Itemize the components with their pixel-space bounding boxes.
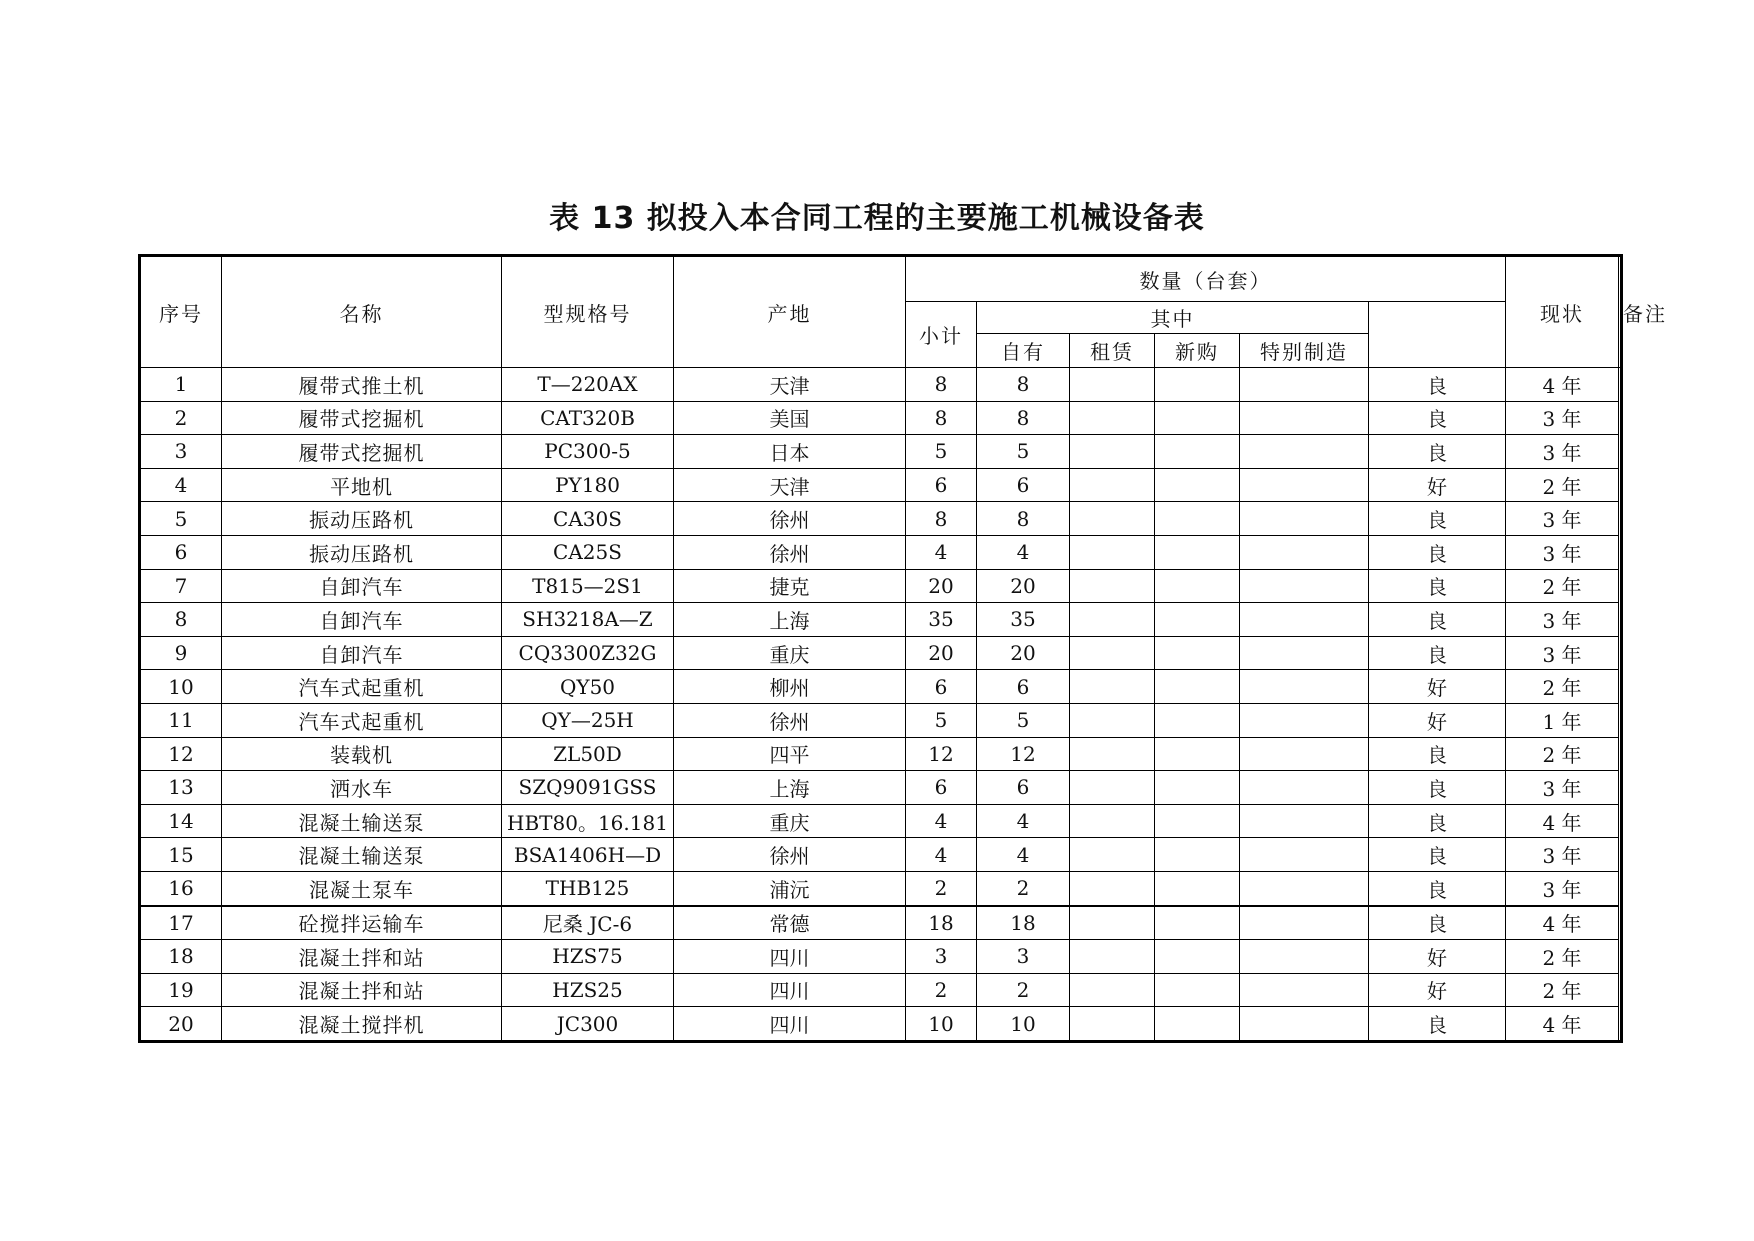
table-row [140,906,1622,940]
cell-model: ZL50D [502,737,674,771]
cell-owned: 3 [977,940,1070,974]
cell-leased [1070,368,1155,402]
table-row [140,535,1622,569]
table-body [140,368,1622,1042]
cell-index: 11 [140,703,222,737]
cell-index: 14 [140,804,222,838]
cell-name: 汽车式起重机 [222,703,502,737]
cell-origin: 徐州 [674,502,906,536]
cell-remarks: 4 年 [1506,804,1619,838]
cell-index: 19 [140,973,222,1007]
cell-owned: 6 [977,771,1070,805]
cell-origin: 重庆 [674,804,906,838]
cell-condition: 好 [1369,703,1506,737]
table-row [140,771,1622,805]
cell-origin: 四川 [674,1007,906,1042]
cell-special-made [1240,636,1369,670]
cell-subtotal: 10 [906,1007,977,1042]
cell-leased [1070,973,1155,1007]
cell-remarks: 2 年 [1506,737,1619,771]
cell-leased [1070,871,1155,905]
cell-subtotal: 6 [906,771,977,805]
cell-condition: 良 [1369,838,1506,872]
cell-owned: 8 [977,368,1070,402]
cell-leased [1070,838,1155,872]
cell-name: 混凝土泵车 [222,871,502,905]
cell-remarks: 3 年 [1506,603,1619,637]
cell-name: 平地机 [222,468,502,502]
cell-index: 9 [140,636,222,670]
cell-condition: 良 [1369,804,1506,838]
cell-condition: 良 [1369,737,1506,771]
cell-subtotal: 2 [906,871,977,905]
cell-condition: 好 [1369,670,1506,704]
cell-name: 履带式挖掘机 [222,401,502,435]
cell-name: 混凝土拌和站 [222,940,502,974]
cell-subtotal: 20 [906,569,977,603]
cell-owned: 4 [977,535,1070,569]
cell-new-purchase [1155,973,1240,1007]
cell-leased [1070,906,1155,940]
cell-owned: 4 [977,838,1070,872]
cell-condition: 好 [1369,940,1506,974]
cell-special-made [1240,502,1369,536]
cell-special-made [1240,838,1369,872]
cell-owned: 5 [977,703,1070,737]
cell-remarks: 2 年 [1506,940,1619,974]
header-of-which: 其中 [977,302,1369,334]
table-row [140,603,1622,637]
cell-special-made [1240,804,1369,838]
cell-special-made [1240,973,1369,1007]
cell-index: 8 [140,603,222,637]
table-row [140,871,1622,905]
cell-index: 1 [140,368,222,402]
cell-model: QY50 [502,670,674,704]
cell-index: 3 [140,435,222,469]
cell-special-made [1240,401,1369,435]
cell-subtotal: 8 [906,368,977,402]
cell-subtotal: 4 [906,535,977,569]
cell-condition: 良 [1369,368,1506,402]
cell-index: 12 [140,737,222,771]
cell-model: SZQ9091GSS [502,771,674,805]
cell-owned: 20 [977,569,1070,603]
cell-name: 洒水车 [222,771,502,805]
cell-new-purchase [1155,703,1240,737]
cell-leased [1070,940,1155,974]
cell-subtotal: 4 [906,838,977,872]
cell-name: 装载机 [222,737,502,771]
cell-owned: 20 [977,636,1070,670]
cell-condition: 好 [1369,973,1506,1007]
cell-subtotal: 8 [906,502,977,536]
cell-subtotal: 20 [906,636,977,670]
cell-remarks: 3 年 [1506,838,1619,872]
cell-index: 5 [140,502,222,536]
cell-remarks: 3 年 [1506,771,1619,805]
cell-model: 尼桑 JC-6 [502,906,674,940]
table-row [140,940,1622,974]
cell-condition: 良 [1369,771,1506,805]
cell-remarks: 2 年 [1506,670,1619,704]
table-row [140,636,1622,670]
cell-origin: 四川 [674,973,906,1007]
table-row [140,502,1622,536]
cell-leased [1070,1007,1155,1042]
cell-leased [1070,636,1155,670]
cell-owned: 2 [977,871,1070,905]
cell-name: 履带式挖掘机 [222,435,502,469]
cell-leased [1070,569,1155,603]
cell-remarks: 3 年 [1506,502,1619,536]
cell-new-purchase [1155,940,1240,974]
cell-leased [1070,670,1155,704]
table-header [140,256,1667,368]
cell-origin: 浦沅 [674,871,906,905]
cell-model: CQ3300Z32G [502,636,674,670]
cell-leased [1070,435,1155,469]
cell-index: 17 [140,906,222,940]
cell-origin: 徐州 [674,703,906,737]
cell-leased [1070,804,1155,838]
cell-new-purchase [1155,838,1240,872]
cell-condition: 良 [1369,603,1506,637]
cell-new-purchase [1155,435,1240,469]
cell-model: CA25S [502,535,674,569]
header-subtotal: 小计 [906,302,977,368]
cell-model: BSA1406H—D [502,838,674,872]
cell-model: THB125 [502,871,674,905]
cell-special-made [1240,871,1369,905]
cell-origin: 重庆 [674,636,906,670]
cell-origin: 四平 [674,737,906,771]
cell-leased [1070,603,1155,637]
header-condition: 现状 [1506,256,1619,368]
cell-model: HZS25 [502,973,674,1007]
cell-model: SH3218A—Z [502,603,674,637]
cell-special-made [1240,535,1369,569]
table-row [140,435,1622,469]
cell-name: 混凝土拌和站 [222,973,502,1007]
cell-subtotal: 35 [906,603,977,637]
cell-index: 15 [140,838,222,872]
cell-name: 履带式推土机 [222,368,502,402]
equipment-table [138,254,1667,1043]
cell-remarks: 3 年 [1506,401,1619,435]
cell-owned: 35 [977,603,1070,637]
cell-new-purchase [1155,1007,1240,1042]
cell-owned: 8 [977,502,1070,536]
table-row [140,670,1622,704]
cell-new-purchase [1155,502,1240,536]
cell-index: 20 [140,1007,222,1042]
cell-leased [1070,771,1155,805]
table-row [140,838,1622,872]
table-row [140,703,1622,737]
cell-origin: 上海 [674,771,906,805]
cell-owned: 4 [977,804,1070,838]
cell-name: 自卸汽车 [222,636,502,670]
cell-leased [1070,737,1155,771]
cell-condition: 良 [1369,569,1506,603]
cell-special-made [1240,906,1369,940]
cell-subtotal: 3 [906,940,977,974]
cell-origin: 上海 [674,603,906,637]
cell-subtotal: 4 [906,804,977,838]
cell-index: 6 [140,535,222,569]
cell-special-made [1240,940,1369,974]
cell-index: 16 [140,871,222,905]
cell-remarks: 4 年 [1506,906,1619,940]
cell-condition: 好 [1369,468,1506,502]
table-row [140,569,1622,603]
cell-model: CAT320B [502,401,674,435]
cell-condition: 良 [1369,871,1506,905]
cell-leased [1070,502,1155,536]
cell-condition: 良 [1369,1007,1506,1042]
cell-remarks: 3 年 [1506,871,1619,905]
cell-special-made [1240,368,1369,402]
cell-owned: 2 [977,973,1070,1007]
cell-subtotal: 12 [906,737,977,771]
cell-index: 13 [140,771,222,805]
cell-leased [1070,703,1155,737]
cell-remarks: 3 年 [1506,636,1619,670]
cell-new-purchase [1155,401,1240,435]
header-index: 序号 [140,256,222,368]
cell-name: 自卸汽车 [222,603,502,637]
cell-owned: 5 [977,435,1070,469]
cell-new-purchase [1155,636,1240,670]
cell-leased [1070,468,1155,502]
cell-remarks: 4 年 [1506,1007,1619,1042]
cell-new-purchase [1155,737,1240,771]
table-row [140,1007,1622,1042]
cell-leased [1070,401,1155,435]
cell-new-purchase [1155,535,1240,569]
cell-subtotal: 5 [906,435,977,469]
cell-new-purchase [1155,468,1240,502]
cell-origin: 捷克 [674,569,906,603]
cell-subtotal: 2 [906,973,977,1007]
cell-subtotal: 6 [906,468,977,502]
cell-condition: 良 [1369,636,1506,670]
header-remarks: 备注 [1619,256,1622,368]
header-quantity: 数量（台套） [906,256,1506,302]
header-owned: 自有 [977,334,1070,368]
cell-name: 混凝土输送泵 [222,838,502,872]
table-row [140,368,1622,402]
cell-new-purchase [1155,906,1240,940]
cell-model: PY180 [502,468,674,502]
cell-special-made [1240,603,1369,637]
cell-new-purchase [1155,771,1240,805]
page-title: 表 13 拟投入本合同工程的主要施工机械设备表 [549,201,1205,236]
cell-condition: 良 [1369,535,1506,569]
cell-name: 自卸汽车 [222,569,502,603]
cell-subtotal: 6 [906,670,977,704]
cell-remarks: 2 年 [1506,973,1619,1007]
cell-index: 2 [140,401,222,435]
cell-remarks: 1 年 [1506,703,1619,737]
cell-remarks: 4 年 [1506,368,1619,402]
cell-leased [1070,535,1155,569]
cell-model: CA30S [502,502,674,536]
table-row [140,401,1622,435]
cell-model: PC300-5 [502,435,674,469]
cell-remarks: 3 年 [1506,435,1619,469]
header-leased: 租赁 [1070,334,1155,368]
cell-origin: 天津 [674,368,906,402]
cell-name: 振动压路机 [222,535,502,569]
cell-remarks: 3 年 [1506,535,1619,569]
header-special-made: 特别制造 [1240,334,1369,368]
cell-special-made [1240,569,1369,603]
table-row [140,804,1622,838]
cell-special-made [1240,468,1369,502]
cell-owned: 18 [977,906,1070,940]
cell-index: 18 [140,940,222,974]
table-row [140,468,1622,502]
cell-owned: 10 [977,1007,1070,1042]
cell-name: 混凝土搅拌机 [222,1007,502,1042]
cell-new-purchase [1155,670,1240,704]
header-name: 名称 [222,256,502,368]
cell-new-purchase [1155,871,1240,905]
cell-name: 振动压路机 [222,502,502,536]
cell-remarks: 2 年 [1506,569,1619,603]
cell-new-purchase [1155,603,1240,637]
cell-subtotal: 18 [906,906,977,940]
cell-new-purchase [1155,368,1240,402]
cell-condition: 良 [1369,906,1506,940]
cell-origin: 美国 [674,401,906,435]
cell-subtotal: 8 [906,401,977,435]
cell-name: 混凝土输送泵 [222,804,502,838]
header-origin: 产地 [674,256,906,368]
cell-origin: 柳州 [674,670,906,704]
cell-origin: 日本 [674,435,906,469]
cell-remarks: 2 年 [1506,468,1619,502]
header-new-purchase: 新购 [1155,334,1240,368]
cell-origin: 徐州 [674,838,906,872]
cell-name: 汽车式起重机 [222,670,502,704]
cell-condition: 良 [1369,435,1506,469]
cell-index: 7 [140,569,222,603]
cell-owned: 6 [977,670,1070,704]
cell-model: T—220AX [502,368,674,402]
cell-model: T815—2S1 [502,569,674,603]
cell-special-made [1240,670,1369,704]
cell-condition: 良 [1369,401,1506,435]
header-model: 型规格号 [502,256,674,368]
table-row [140,737,1622,771]
cell-owned: 12 [977,737,1070,771]
cell-origin: 徐州 [674,535,906,569]
cell-index: 4 [140,468,222,502]
cell-index: 10 [140,670,222,704]
cell-origin: 常德 [674,906,906,940]
cell-model: HZS75 [502,940,674,974]
cell-owned: 6 [977,468,1070,502]
cell-model: HBT80。16.181 [502,804,674,838]
cell-special-made [1240,771,1369,805]
cell-subtotal: 5 [906,703,977,737]
cell-origin: 天津 [674,468,906,502]
cell-special-made [1240,703,1369,737]
cell-owned: 8 [977,401,1070,435]
cell-model: JC300 [502,1007,674,1042]
table-row [140,973,1622,1007]
cell-name: 砼搅拌运输车 [222,906,502,940]
cell-condition: 良 [1369,502,1506,536]
cell-new-purchase [1155,569,1240,603]
cell-special-made [1240,737,1369,771]
cell-special-made [1240,435,1369,469]
cell-model: QY—25H [502,703,674,737]
cell-special-made [1240,1007,1369,1042]
cell-origin: 四川 [674,940,906,974]
cell-new-purchase [1155,804,1240,838]
